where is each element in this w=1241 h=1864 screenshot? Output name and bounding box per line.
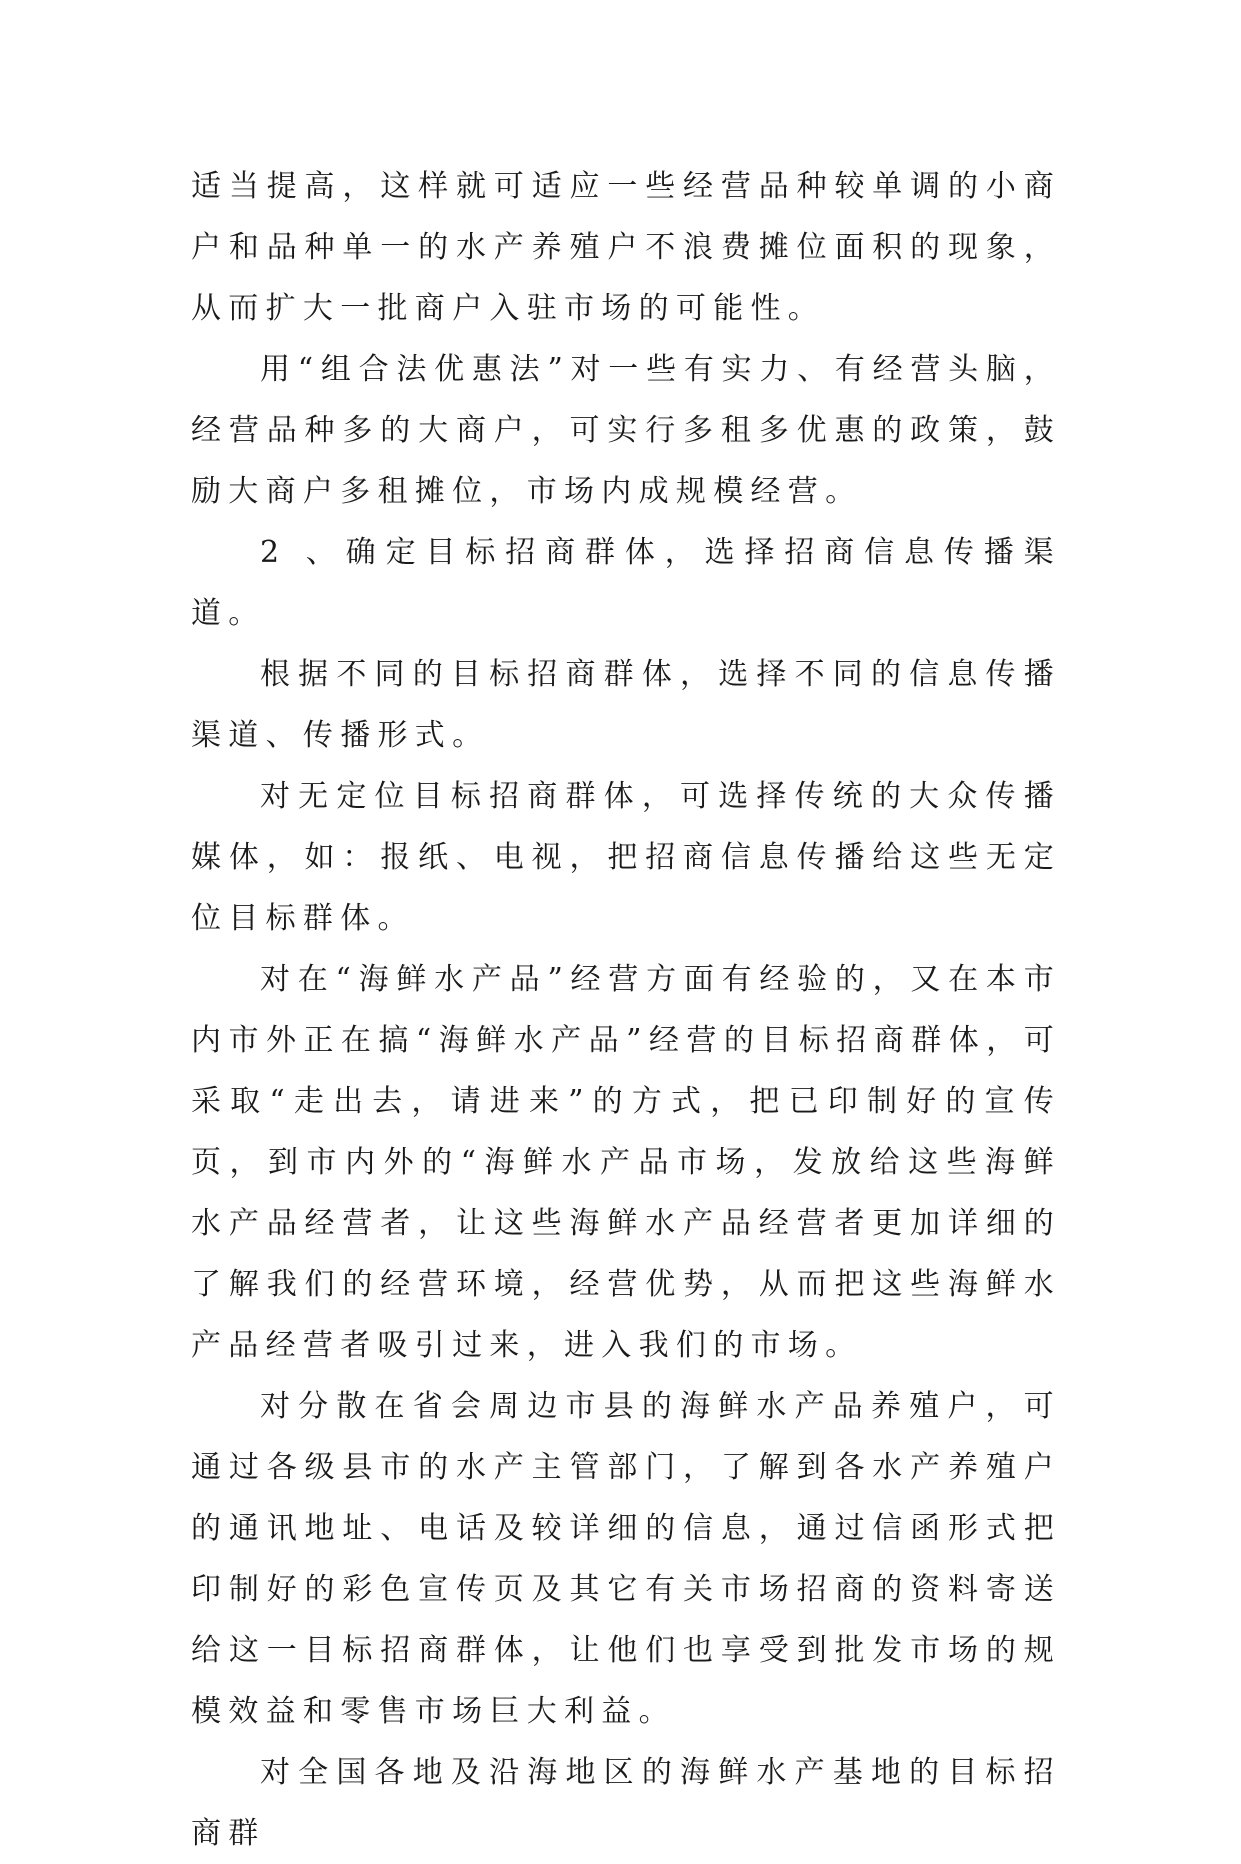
paragraph-3: 2 、确定目标招商群体，选择招商信息传播渠道。 [191, 535, 1061, 631]
paragraph-4: 根据不同的目标招商群体，选择不同的信息传播渠道、传播形式。 [191, 657, 1061, 753]
paragraph-2: 用“组合法优惠法”对一些有实力、有经营头脑，经营品种多的大商户，可实行多租多优惠的政策，鼓励大商户多租摊位，市场内成规模经营。 [191, 352, 1061, 509]
paragraph-6: 对在“海鲜水产品”经营方面有经验的，又在本市内市外正在搞“海鲜水产品”经营的目标招商群体，可采取“走出去，请进来”的方式，把已印制好的宣传页，到市内外的“海鲜水产品市场，发放给这些海鲜水产品经营者，让这些海鲜水产品经营者更加详细的了解我们的经营环境，经营优势，从而把这些海鲜水产品经营者吸引过来，进入我们的市场。 [191, 962, 1061, 1363]
paragraph-1: 适当提高，这样就可适应一些经营品种较单调的小商户和品种单一的水产养殖户不浪费摊位面积的现象，从而扩大一批商户入驻市场的可能性。 [191, 169, 1061, 326]
paragraph-7: 对分散在省会周边市县的海鲜水产品养殖户，可通过各级县市的水产主管部门，了解到各水产养殖户的通讯地址、电话及较详细的信息，通过信函形式把印制好的彩色宣传页及其它有关市场招商的资料寄送给这一目标招商群体，让他们也享受到批发市场的规模效益和零售市场巨大利益。 [191, 1389, 1061, 1729]
paragraph-5: 对无定位目标招商群体，可选择传统的大众传播媒体，如：报纸、电视，把招商信息传播给这些无定位目标群体。 [191, 779, 1061, 936]
paragraph-8: 对全国各地及沿海地区的海鲜水产基地的目标招商群 [191, 1755, 1061, 1851]
document-body [191, 156, 1061, 1864]
